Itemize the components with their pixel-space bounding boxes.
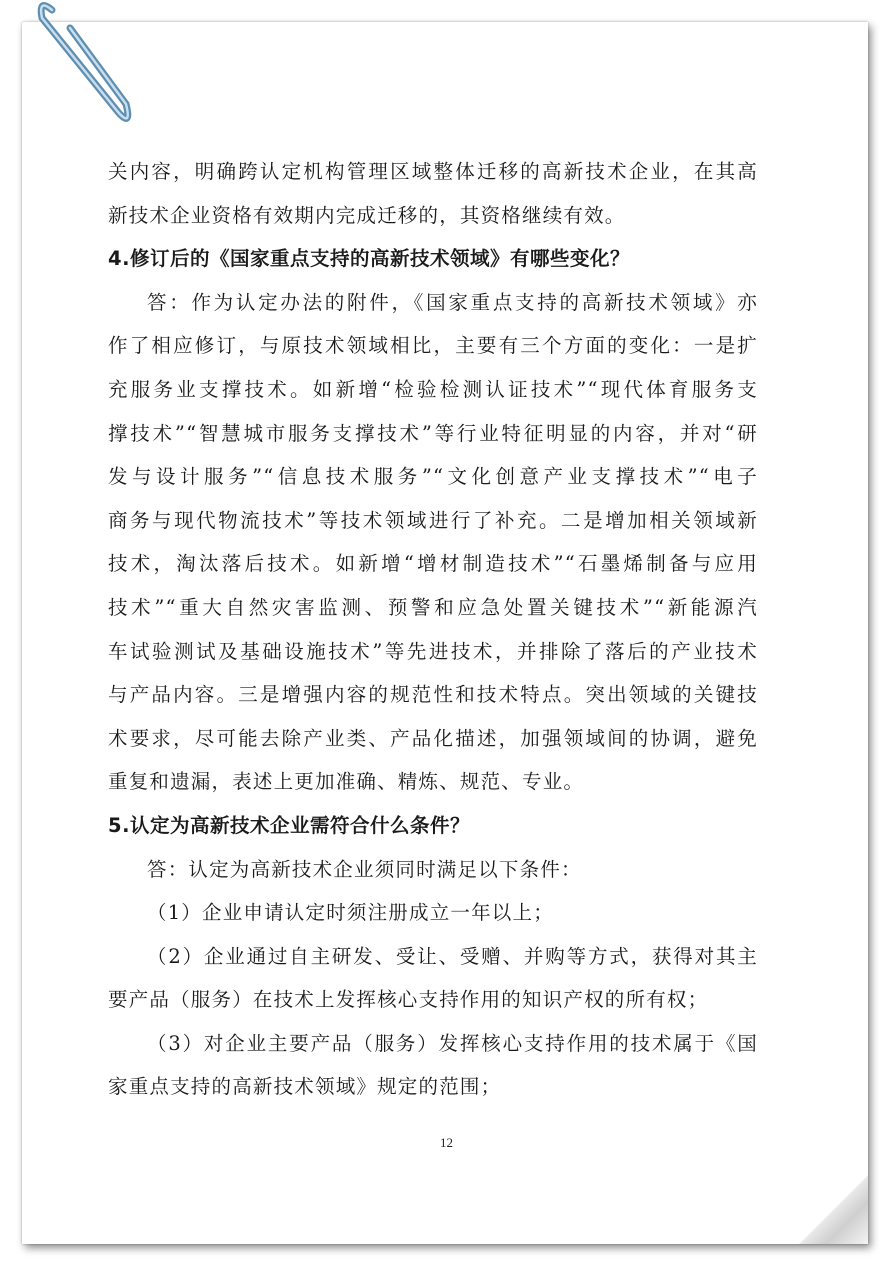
paragraph-line: 新技术企业资格有效期内完成迁移的，其资格继续有效。 [108, 203, 626, 227]
paragraph-line: 答：认定为高新技术企业须同时满足以下条件： [147, 857, 582, 881]
paragraph-line: 车试验测试及基础设施技术”等先进技术，并排除了落后的产业技术 [108, 639, 758, 663]
page-number: 12 [440, 1135, 453, 1150]
paragraph-line: 技术”“重大自然灾害监测、预警和应急处置关键技术”“新能源汽 [108, 595, 758, 619]
paragraph-line: 术要求，尽可能去除产业类、产品化描述，加强领域间的协调，避免 [108, 726, 758, 750]
list-item: （2）企业通过自主研发、受让、受赠、并购等方式，获得对其主 [147, 944, 758, 968]
paragraph-line: 答：作为认定办法的附件，《国家重点支持的高新技术领域》亦 [147, 290, 758, 314]
document-body [108, 150, 758, 1109]
paragraph-line: 作了相应修订，与原技术领域相比，主要有三个方面的变化：一是扩 [108, 334, 758, 358]
paragraph-line: 重复和遗漏，表述上更加准确、精炼、规范、专业。 [108, 770, 585, 794]
paragraph-line: 商务与现代物流技术”等技术领域进行了补充。二是增加相关领域新 [108, 508, 758, 532]
list-item-continuation: 家重点支持的高新技术领域》规定的范围； [108, 1075, 502, 1099]
paragraph-line: 发与设计服务”“信息技术服务”“文化创意产业支撑技术”“电子 [108, 465, 758, 489]
paragraph-line: 与产品内容。三是增强内容的规范性和技术特点。突出领域的关键技 [108, 683, 758, 707]
paragraph-line: 充服务业支撑技术。如新增“检验检测认证技术”“现代体育服务支 [108, 377, 758, 401]
paragraph-line: 关内容，明确跨认定机构管理区域整体迁移的高新技术企业，在其高 [108, 160, 758, 183]
list-item: （1）企业申请认定时须注册成立一年以上； [147, 901, 554, 925]
page-curl [798, 1174, 868, 1244]
question-heading: 5.认定为高新技术企业需符合什么条件？ [108, 813, 470, 837]
list-item-continuation: 要产品（服务）在技术上发挥核心支持作用的知识产权的所有权； [108, 988, 709, 1012]
paragraph-line: 撑技术”“智慧城市服务支撑技术”等行业特征明显的内容，并对“研 [108, 421, 758, 445]
question-heading: 4.修订后的《国家重点支持的高新技术领域》有哪些变化？ [108, 247, 630, 271]
paragraph-line: 技术，淘汰落后技术。如新增“增材制造技术”“石墨烯制备与应用 [108, 552, 758, 576]
paperclip-icon [30, 0, 140, 130]
list-item: （3）对企业主要产品（服务）发挥核心支持作用的技术属于《国 [147, 1031, 758, 1055]
